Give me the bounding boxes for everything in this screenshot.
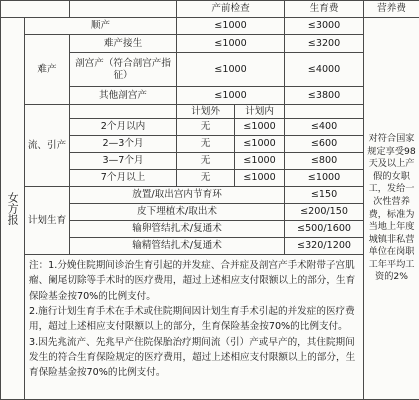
label-abortion: 流、引产	[25, 105, 70, 187]
row-2-3m-fee: ≤600	[285, 136, 364, 153]
row-7m-inside: ≤1000	[235, 170, 285, 187]
row-3-7m-outside: 无	[177, 153, 235, 170]
sub-header-blank	[70, 105, 177, 119]
row-cesarean-exam: ≤1000	[177, 53, 285, 87]
row-vasectomy-label: 输精管结扎术/复通术	[70, 238, 285, 255]
row-implant-label: 皮下埋植术/取出术	[70, 204, 285, 221]
note-3: 3.因先兆流产、先兆早产住院保胎治疗期间流（引）产或早产的，其住院期间发生的符合生育保险规定的医疗费用，超过上述相应支付限额以上的部分，生育保险基金按70%的比例支付。	[29, 336, 356, 379]
row-7m-label: 7个月以上	[70, 170, 177, 187]
row-3-7m-fee: ≤800	[285, 153, 364, 170]
row-2-3m-label: 2—3个月	[70, 136, 177, 153]
row-iud-label: 放置/取出宫内节育环	[70, 187, 285, 204]
note-1: 注：1.分娩住院期间诊治生育引起的并发症、合并症及剖宫产手术附带子宫肌瘤、阑尾切除等手术时的医疗费用，超过上述相应支付限额以上的部分，生育保险基金按70%的比例支付。	[29, 260, 356, 302]
row-cesarean-label: 剖宫产（符合剖宫产指征）	[70, 53, 177, 87]
row-2m-label: 2个月以内	[70, 119, 177, 136]
row-other-cesarean-label: 其他剖宫产	[70, 87, 177, 105]
sub-header-fee-blank	[285, 105, 364, 119]
label-family-planning: 计划生育	[25, 187, 70, 255]
row-3-7m-inside: ≤1000	[235, 153, 285, 170]
row-other-cesarean-fee: ≤3800	[285, 87, 364, 105]
header-birth-fee: 生育费	[285, 1, 364, 18]
sub-header-inside-plan: 计划内	[235, 105, 285, 119]
row-natural-fee: ≤3000	[285, 18, 364, 35]
row-dystocia-fee: ≤3200	[285, 35, 364, 53]
nutrition-fee-description: 对符合国家规定享受98天及以上产假的女职工，发给一次性营养费，标准为当地上年度城镇非私营单位在岗职工年平均工资的2%	[364, 18, 419, 400]
row-tubal-ligation-label: 输卵管结扎术/复通术	[70, 221, 285, 238]
note-2: 2.施行计划生育手术在手术或住院期间因计划生育手术引起的并发症的医疗费用，超过上述相应支付限额以上的部分，生育保险基金按70%的比例支付。	[29, 306, 355, 333]
row-implant-fee: ≤200/150	[285, 204, 364, 221]
header-nutrition-fee: 营养费	[364, 1, 419, 18]
row-2m-fee: ≤400	[285, 119, 364, 136]
row-iud-fee: ≤150	[285, 187, 364, 204]
row-dystocia-exam: ≤1000	[177, 35, 285, 53]
header-empty	[1, 1, 70, 18]
row-natural-exam: ≤1000	[177, 18, 285, 35]
row-vasectomy-fee: ≤320/1200	[285, 238, 364, 255]
row-dystocia-label: 难产接生	[70, 35, 177, 53]
row-3-7m-label: 3—7个月	[70, 153, 177, 170]
row-cesarean-fee: ≤4000	[285, 53, 364, 87]
label-difficult-birth: 难产	[25, 35, 70, 105]
row-natural-label: 顺产	[25, 18, 177, 35]
notes-block	[25, 255, 364, 400]
row-2m-outside: 无	[177, 119, 235, 136]
header-prenatal-exam: 产前检查	[177, 1, 285, 18]
row-7m-outside: 无	[177, 170, 235, 187]
row-2m-inside: ≤1000	[235, 119, 285, 136]
sub-header-outside-plan: 计划外	[177, 105, 235, 119]
row-other-cesarean-exam: ≤1000	[177, 87, 285, 105]
label-female: 女方报	[1, 18, 25, 400]
row-7m-fee: ≤1000	[285, 170, 364, 187]
row-tubal-ligation-fee: ≤500/1600	[285, 221, 364, 238]
row-2-3m-outside: 无	[177, 136, 235, 153]
header-blank	[70, 1, 177, 18]
row-2-3m-inside: ≤1000	[235, 136, 285, 153]
